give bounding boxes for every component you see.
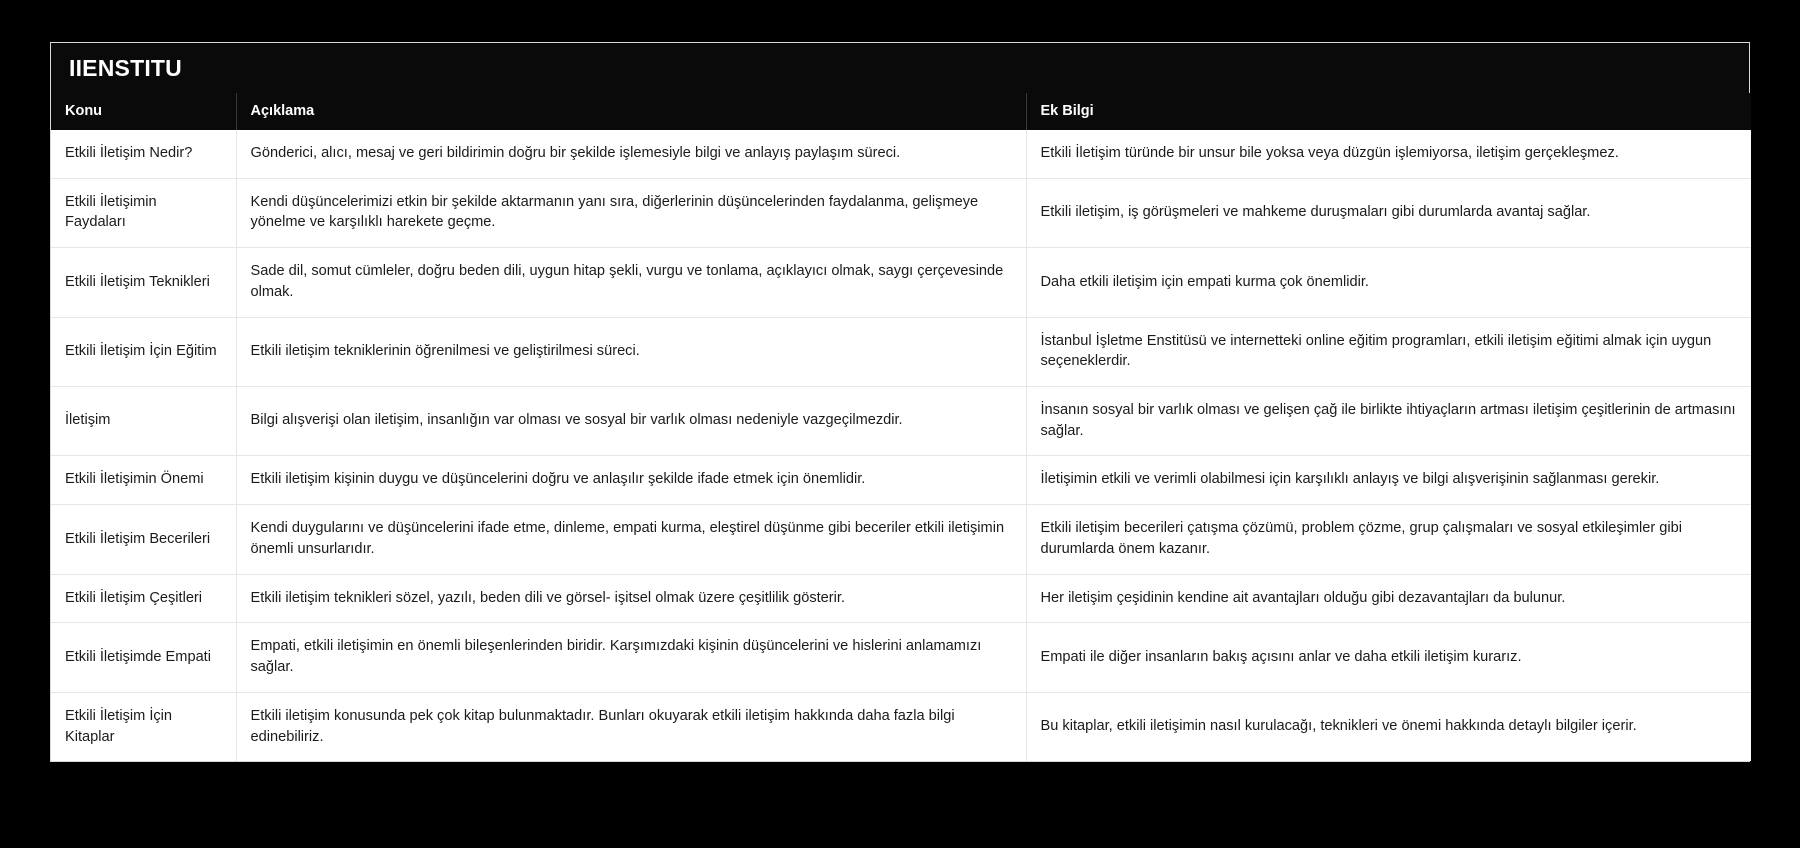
cell-ekbilgi: İletişimin etkili ve verimli olabilmesi için karşılıklı anlayış ve bilgi alışverişinin sağlanması gerekir. [1026,456,1751,505]
column-header-aciklama: Açıklama [236,93,1026,130]
table-row [51,317,1751,386]
content-card [50,42,1750,762]
cell-konu: Etkili İletişim Teknikleri [51,248,236,317]
cell-aciklama: Kendi düşüncelerimizi etkin bir şekilde aktarmanın yanı sıra, diğerlerinin düşüncelerinden faydalanma, gelişmeye yönelme ve karşılıklı harekete geçme. [236,178,1026,247]
column-header-ekbilgi: Ek Bilgi [1026,93,1751,130]
table-row [51,178,1751,247]
table-row [51,505,1751,574]
cell-ekbilgi: Daha etkili iletişim için empati kurma çok önemlidir. [1026,248,1751,317]
cell-ekbilgi: Etkili iletişim, iş görüşmeleri ve mahkeme duruşmaları gibi durumlarda avantaj sağlar. [1026,178,1751,247]
table-row [51,248,1751,317]
cell-ekbilgi: Empati ile diğer insanların bakış açısını anlar ve daha etkili iletişim kurarız. [1026,623,1751,692]
table-header [51,93,1751,130]
brand-header [51,43,1749,93]
cell-konu: Etkili İletişimin Faydaları [51,178,236,247]
cell-konu: İletişim [51,387,236,456]
cell-ekbilgi: Bu kitaplar, etkili iletişimin nasıl kurulacağı, teknikleri ve önemi hakkında detaylı bilgiler içerir. [1040,718,1637,735]
cell-ekbilgi: İstanbul İşletme Enstitüsü ve internetteki online eğitim programları, etkili iletişim eğitimi almak için uygun seçeneklerdir. [1026,317,1751,386]
cell-aciklama: Sade dil, somut cümleler, doğru beden dili, uygun hitap şekli, vurgu ve tonlama, açıklayıcı olmak, saygı çerçevesinde olmak. [236,248,1026,317]
cell-ekbilgi: Her iletişim çeşidinin kendine ait avantajları olduğu gibi dezavantajları da bulunur. [1026,574,1751,623]
cell-konu: Etkili İletişimde Empati [51,623,236,692]
cell-konu: Etkili İletişim Becerileri [51,505,236,574]
table-body [51,130,1751,761]
brand-logo-text: IIENSTITU [69,54,182,81]
cell-aciklama: Etkili iletişim teknikleri sözel, yazılı, beden dili ve görsel- işitsel olmak üzere çeşitlilik gösterir. [236,574,1026,623]
table-row [51,692,1751,761]
cell-ekbilgi: Etkili iletişim becerileri çatışma çözümü, problem çözme, grup çalışmaları ve sosyal etkileşimler gibi durumlarda önem kazanır. [1026,505,1751,574]
cell-aciklama: Kendi duygularını ve düşüncelerini ifade etme, dinleme, empati kurma, eleştirel düşünme gibi beceriler etkili iletişimin önemli unsurlarıdır. [236,505,1026,574]
table-row [51,456,1751,505]
table-row [51,387,1751,456]
cell-konu: Etkili İletişim Nedir? [51,130,236,178]
cell-aciklama: Empati, etkili iletişimin en önemli bileşenlerinden biridir. Karşımızdaki kişinin düşüncelerini ve hislerini anlamamızı sağlar. [236,623,1026,692]
cell-konu: Etkili İletişim Çeşitleri [51,574,236,623]
cell-konu: Etkili İletişimin Önemi [51,456,236,505]
table-row [51,623,1751,692]
cell-konu: Etkili İletişim İçin Eğitim [51,317,236,386]
table-header-row [51,93,1751,130]
communication-topics-table [51,93,1751,761]
cell-ekbilgi: Etkili İletişim türünde bir unsur bile yoksa veya düzgün işlemiyorsa, iletişim gerçekleşmez. [1026,130,1751,178]
cell-konu: Etkili İletişim İçin Kitaplar [51,692,236,761]
cell-aciklama: Gönderici, alıcı, mesaj ve geri bildirimin doğru bir şekilde işlemesiyle bilgi ve anlayış paylaşım süreci. [236,130,1026,178]
cell-aciklama: Etkili iletişim kişinin duygu ve düşüncelerini doğru ve anlaşılır şekilde ifade etmek için önemlidir. [236,456,1026,505]
table-row [51,130,1751,178]
cell-aciklama: Bilgi alışverişi olan iletişim, insanlığın var olması ve sosyal bir varlık olması nedeniyle vazgeçilmezdir. [236,387,1026,456]
table-row [51,574,1751,623]
cell-aciklama: Etkili iletişim tekniklerinin öğrenilmesi ve geliştirilmesi süreci. [236,317,1026,386]
cell-aciklama: Etkili iletişim konusunda pek çok kitap bulunmaktadır. Bunları okuyarak etkili iletişim hakkında daha fazla bilgi edinebiliriz. [236,692,1026,761]
cell-ekbilgi: İnsanın sosyal bir varlık olması ve gelişen çağ ile birlikte ihtiyaçların artması iletişim çeşitlerinin de artmasını sağlar. [1026,387,1751,456]
column-header-konu: Konu [51,93,236,130]
